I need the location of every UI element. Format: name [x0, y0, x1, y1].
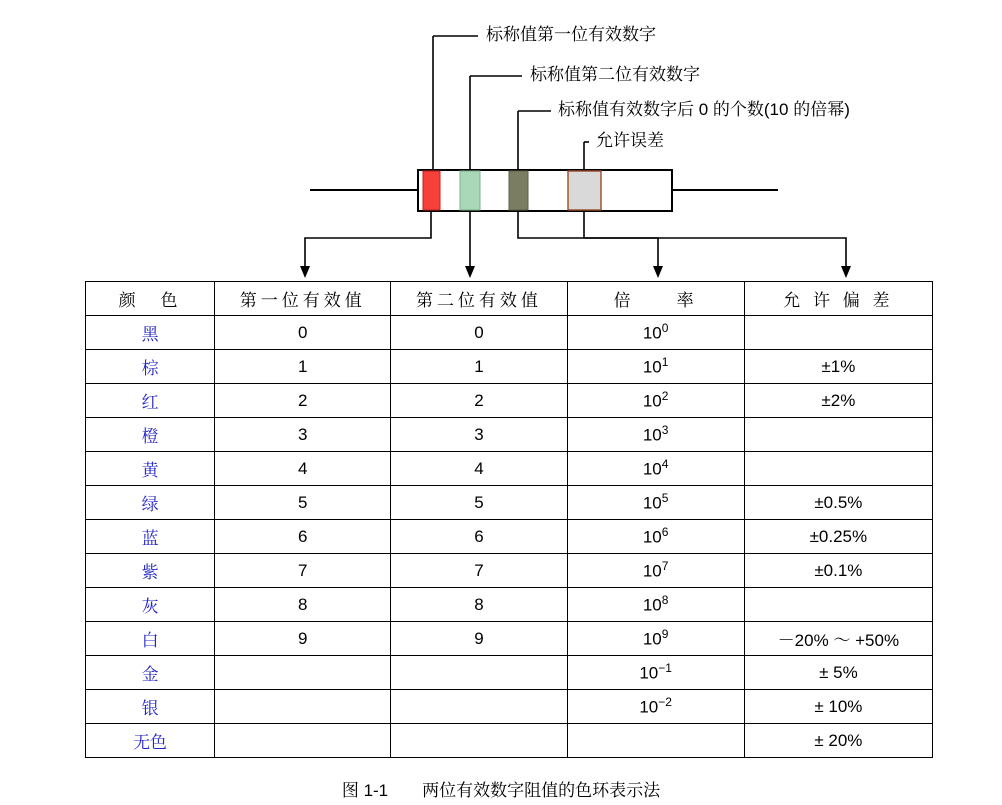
cell-tolerance: ± 20% [744, 724, 932, 758]
multiplier-base: 10 [639, 663, 659, 683]
multiplier-exponent: 5 [661, 491, 669, 506]
table-row [86, 656, 933, 690]
multiplier-base: 10 [639, 697, 659, 717]
multiplier-base: 10 [642, 391, 662, 411]
table-row [86, 384, 933, 418]
color-name-text: 红 [141, 393, 159, 412]
cell-multiplier [567, 690, 744, 724]
cell-multiplier [567, 622, 744, 656]
color-name-text: 金 [141, 665, 159, 684]
cell-multiplier [567, 588, 744, 622]
band-1-red [423, 171, 440, 210]
cell-tolerance: ±2% [744, 384, 932, 418]
cell-multiplier [567, 520, 744, 554]
callout-label-first-digit: 标称值第一位有效数字 [486, 25, 656, 44]
cell-tolerance [744, 316, 932, 350]
table-row [86, 724, 933, 758]
cell-tolerance: ± 10% [744, 690, 932, 724]
cell-color-name [86, 350, 215, 384]
cell-color-name [86, 418, 215, 452]
cell-first-digit [215, 690, 391, 724]
table-row [86, 690, 933, 724]
cell-color-name [86, 554, 215, 588]
band-3-olive [509, 171, 528, 210]
cell-second-digit [391, 656, 567, 690]
cell-second-digit: 0 [391, 316, 567, 350]
figure-number: 图 1-1 [341, 781, 389, 800]
cell-second-digit: 7 [391, 554, 567, 588]
multiplier-base: 10 [642, 493, 662, 513]
header-second-digit: 第二位有效值 [391, 282, 567, 316]
cell-multiplier [567, 486, 744, 520]
cell-tolerance [744, 418, 932, 452]
cell-first-digit: 7 [215, 554, 391, 588]
color-name-text: 紫 [141, 563, 159, 582]
color-code-table [85, 281, 933, 758]
cell-first-digit [215, 656, 391, 690]
header-multiplier: 倍 率 [567, 282, 744, 316]
connector-band4 [584, 212, 846, 270]
resistor-body [418, 170, 672, 211]
multiplier-base: 10 [642, 561, 662, 581]
arrow-head-4 [841, 266, 851, 278]
color-name-text: 黑 [141, 325, 159, 344]
cell-first-digit: 9 [215, 622, 391, 656]
multiplier-exponent: 7 [661, 559, 669, 574]
cell-second-digit [391, 690, 567, 724]
cell-color-name [86, 384, 215, 418]
table-row [86, 418, 933, 452]
cell-multiplier [567, 316, 744, 350]
cell-tolerance: ±0.5% [744, 486, 932, 520]
band-2-green [460, 171, 480, 210]
arrow-head-1 [300, 266, 310, 278]
multiplier-exponent: 6 [661, 525, 669, 540]
table-row [86, 316, 933, 350]
color-name-text: 蓝 [141, 529, 159, 548]
color-name-text: 黄 [141, 461, 159, 480]
table-row [86, 554, 933, 588]
resistor-diagram [0, 0, 1002, 300]
multiplier-exponent: −1 [658, 661, 672, 676]
cell-second-digit: 5 [391, 486, 567, 520]
cell-second-digit: 1 [391, 350, 567, 384]
callout-label-tolerance: 允许误差 [596, 131, 664, 150]
arrow-head-3 [653, 266, 663, 278]
cell-color-name [86, 622, 215, 656]
color-name-text: 灰 [141, 597, 159, 616]
color-name-text: 无色 [133, 733, 168, 752]
figure-caption [0, 776, 1002, 801]
cell-multiplier [567, 656, 744, 690]
cell-first-digit: 5 [215, 486, 391, 520]
multiplier-base: 10 [642, 357, 662, 377]
multiplier-base: 10 [642, 527, 662, 547]
color-name-text: 棕 [141, 359, 159, 378]
multiplier-exponent: 3 [661, 423, 669, 438]
cell-first-digit: 8 [215, 588, 391, 622]
cell-multiplier [567, 452, 744, 486]
cell-multiplier [567, 384, 744, 418]
cell-first-digit: 1 [215, 350, 391, 384]
table-row [86, 350, 933, 384]
figure-title: 两位有效数字阻值的色环表示法 [422, 781, 661, 800]
multiplier-base: 10 [642, 629, 662, 649]
multiplier-base: 10 [642, 425, 662, 445]
cell-color-name [86, 724, 215, 758]
cell-tolerance: ±1% [744, 350, 932, 384]
cell-multiplier [567, 418, 744, 452]
multiplier-base: 10 [642, 323, 662, 343]
header-tolerance: 允 许 偏 差 [744, 282, 932, 316]
cell-color-name [86, 656, 215, 690]
cell-second-digit [391, 724, 567, 758]
cell-tolerance [744, 452, 932, 486]
connector-band1 [305, 212, 431, 270]
table-header-row [86, 282, 933, 316]
multiplier-exponent: −2 [658, 695, 672, 710]
multiplier-exponent: 1 [661, 355, 669, 370]
cell-first-digit: 0 [215, 316, 391, 350]
cell-color-name [86, 452, 215, 486]
table-row [86, 588, 933, 622]
table-row [86, 486, 933, 520]
callout-label-second-digit: 标称值第二位有效数字 [530, 65, 700, 84]
arrow-head-2 [465, 266, 475, 278]
cell-tolerance: ±0.25% [744, 520, 932, 554]
table-row [86, 452, 933, 486]
color-name-text: 绿 [141, 495, 159, 514]
multiplier-exponent: 0 [661, 321, 669, 336]
cell-second-digit: 9 [391, 622, 567, 656]
cell-first-digit: 4 [215, 452, 391, 486]
cell-tolerance: －20% ～ +50% [744, 622, 932, 656]
header-first-digit: 第一位有效值 [215, 282, 391, 316]
cell-color-name [86, 316, 215, 350]
color-name-text: 银 [141, 699, 159, 718]
cell-color-name [86, 486, 215, 520]
table-row [86, 622, 933, 656]
cell-first-digit: 2 [215, 384, 391, 418]
multiplier-exponent: 9 [661, 627, 669, 642]
cell-second-digit: 4 [391, 452, 567, 486]
cell-first-digit: 3 [215, 418, 391, 452]
connector-band3 [518, 212, 658, 270]
multiplier-exponent: 4 [661, 457, 669, 472]
cell-second-digit: 3 [391, 418, 567, 452]
cell-second-digit: 8 [391, 588, 567, 622]
color-name-text: 白 [141, 631, 159, 650]
callout-label-multiplier: 标称值有效数字后 0 的个数(10 的倍幂) [558, 100, 850, 119]
multiplier-exponent: 2 [661, 389, 669, 404]
cell-first-digit [215, 724, 391, 758]
cell-tolerance [744, 588, 932, 622]
cell-tolerance: ±0.1% [744, 554, 932, 588]
color-name-text: 橙 [141, 427, 159, 446]
multiplier-base: 10 [642, 595, 662, 615]
cell-multiplier [567, 724, 744, 758]
band-4-silver [568, 171, 601, 210]
cell-color-name [86, 588, 215, 622]
table-row [86, 520, 933, 554]
cell-multiplier [567, 554, 744, 588]
cell-color-name [86, 520, 215, 554]
cell-second-digit: 2 [391, 384, 567, 418]
cell-tolerance: ± 5% [744, 656, 932, 690]
cell-multiplier [567, 350, 744, 384]
header-color: 颜 色 [86, 282, 215, 316]
cell-first-digit: 6 [215, 520, 391, 554]
cell-color-name [86, 690, 215, 724]
multiplier-base: 10 [642, 459, 662, 479]
multiplier-exponent: 8 [661, 593, 669, 608]
cell-second-digit: 6 [391, 520, 567, 554]
